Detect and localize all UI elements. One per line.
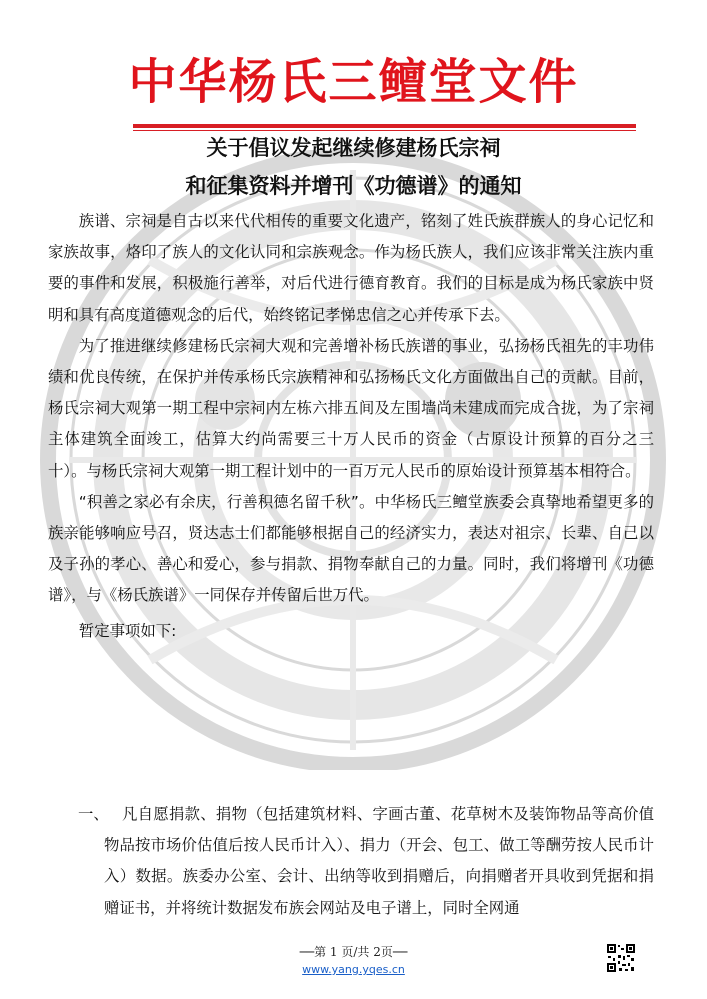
header-rule-thin [133,130,636,131]
paragraph: 暂定事项如下: [78,621,177,640]
paragraph: “积善之家必有余庆，行善积德名留千秋”。中华杨氏三鳣堂族委会真挚地希望更多的族亲能够响应号召，贤达志士们都能够根据自己的经济实力，表达对祖宗、长辈、自己以及子孙的孝心、善心和爱心，参与捐款、捐物奉献自己的力量。同时，我们将增刊《功德谱》，与《杨氏族谱》一同保存并传留后世万代。 [48,492,654,605]
document-title-line1: 关于倡议发起继续修建杨氏宗祠 [206,135,501,160]
paragraph: 为了推进继续修建杨氏宗祠大观和完善增补杨氏族谱的事业，弘扬杨氏祖先的丰功伟绩和优良传统，在保护并传承杨氏宗族精神和弘扬杨氏文化方面做出自己的贡献。目前，杨氏宗祠大观第一期工程中宗祠内左栋六排五间及左围墙尚未建成而完成合拢，为了宗祠主体建筑全面竣工，估算大约尚需要三十万人民币的资金（占原设计预算的百分之三十）。与杨氏宗祠大观第一期工程计划中的一百万元人民币的原始设计预算基本相符合。 [48,336,654,480]
document-body [48,206,654,647]
document-header: 中华杨氏三鳣堂文件 [128,54,579,110]
list-item-number: 一、 [78,805,109,823]
paragraph: 族谱、宗祠是自古以来代代相传的重要文化遗产，铭刻了姓氏族群族人的身心记忆和家族故事，烙印了族人的文化认同和宗族观念。作为杨氏族人，我们应该非常关注族内重要的事件和发展，积极施行善举，对后代进行德育教育。我们的目标是成为杨氏家族中贤明和具有高度道德观念的后代，始终铭记孝悌忠信之心并传承下去。 [48,212,654,324]
header-rule-thick [133,124,636,128]
page-number: ──第 1 页/共 2页── [299,945,408,959]
list-item-text: 凡自愿捐款、捐物（包括建筑材料、字画古董、花草树木及装饰物品等高价值物品按市场价估值后按人民币计入）、捐力（开会、包工、做工等酬劳按人民币计入）数据。族委办公室、会计、出纳等收到捐赠后，向捐赠者开具收到凭据和捐赠证书，并将统计数据发布族会网站及电子谱上，同时全网通 [104,805,654,917]
website-link[interactable]: www.yang.yqes.cn [302,963,405,976]
page-footer [0,943,707,976]
document-title-line2: 和征集资料并增刊《功德谱》的通知 [185,173,522,198]
list-item [78,799,654,924]
qr-code-icon [606,943,636,973]
